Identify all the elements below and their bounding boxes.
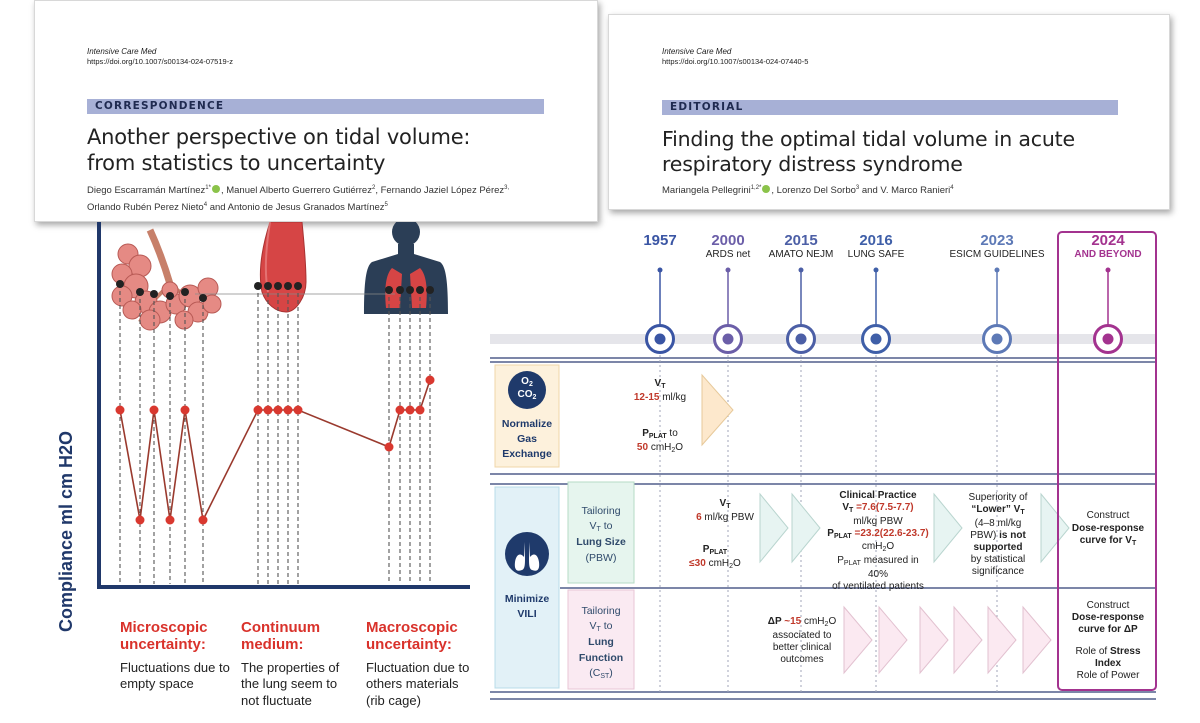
author-name: , Manuel Alberto Guerrero Gutiérrez bbox=[220, 185, 372, 197]
year-label-2023: ESICM GUIDELINES bbox=[949, 249, 1045, 260]
vili-box bbox=[495, 487, 559, 688]
year-2024: 2024 bbox=[1091, 232, 1125, 249]
author-affiliation: 3 bbox=[855, 185, 860, 191]
lung-function-line: ) bbox=[609, 666, 613, 679]
top-marker bbox=[396, 286, 404, 294]
dose-response-line: Dose-response bbox=[1071, 522, 1145, 534]
dashed-drop-lines bbox=[120, 284, 430, 584]
lung-function-line: Function bbox=[578, 651, 624, 664]
alveoli-illustration bbox=[112, 230, 221, 330]
author-name: and V. Marco Ranieri bbox=[859, 185, 951, 197]
pplat-subscript: PLAT bbox=[648, 433, 667, 440]
gas-label-line: Normalize bbox=[501, 418, 553, 430]
delta-p-value: ~15 bbox=[781, 616, 802, 627]
top-marker bbox=[294, 282, 302, 290]
dose-response-line: Construct bbox=[1086, 600, 1130, 611]
author-affiliation: 1* bbox=[205, 185, 211, 191]
gas-label-line: Exchange bbox=[502, 448, 552, 461]
vili-label-line: VILI bbox=[517, 608, 537, 621]
vt-subscript: T bbox=[849, 507, 854, 515]
pplat-value: 50 bbox=[636, 441, 649, 453]
superiority-line: is not bbox=[999, 529, 1026, 541]
year-label-2024: AND BEYOND bbox=[1074, 249, 1142, 260]
pplat-symbol: P bbox=[702, 544, 710, 555]
compliance-point bbox=[181, 406, 190, 415]
vili-label-line: Minimize bbox=[504, 593, 550, 605]
vt-subscript: T bbox=[1020, 509, 1025, 517]
lung-size-line: V bbox=[589, 520, 597, 533]
dose-response-dp-text bbox=[1064, 600, 1152, 637]
caption-heading: Macroscopic uncertainty: bbox=[366, 619, 458, 653]
year-2000: 2000 bbox=[711, 232, 745, 249]
compliance-point bbox=[385, 443, 394, 452]
compliance-point bbox=[274, 406, 283, 415]
caption-macroscopic bbox=[366, 620, 474, 709]
compliance-point bbox=[416, 406, 425, 415]
year-2016: 2016 bbox=[859, 232, 893, 249]
pplat-unit: cmH bbox=[648, 441, 672, 453]
caption-body: Fluctuations due to empty space bbox=[120, 659, 230, 692]
delta-p-unit-subscript: 2 bbox=[824, 621, 829, 628]
role-line: Index bbox=[1094, 658, 1122, 670]
compliance-point bbox=[136, 516, 145, 525]
top-marker bbox=[254, 282, 262, 290]
torso-illustration bbox=[364, 222, 448, 314]
compliance-point bbox=[264, 406, 273, 415]
lung-function-line: to bbox=[600, 620, 613, 633]
pplat-unit: cmH bbox=[861, 541, 883, 553]
superiority-line: PBW) bbox=[970, 529, 1000, 541]
paper-title bbox=[662, 127, 1075, 177]
author-affiliation: 1,2* bbox=[750, 185, 762, 191]
vili-label bbox=[495, 592, 559, 622]
caption-continuum bbox=[241, 620, 345, 709]
author-affiliation: 4 bbox=[203, 201, 208, 208]
section-label-correspondence: CORRESPONDENCE bbox=[87, 99, 544, 114]
delta-p-line: associated to bbox=[772, 629, 832, 641]
pplat-subscript: PLAT bbox=[833, 532, 852, 540]
superiority-line: (4–8 ml/kg bbox=[974, 517, 1022, 529]
pplat-unit: cmH bbox=[705, 557, 730, 569]
lung-size-line: Lung Size bbox=[576, 536, 626, 549]
lung-function-line: Lung bbox=[588, 636, 614, 649]
journal-name: Intensive Care Med bbox=[662, 47, 732, 56]
lung-illustration bbox=[260, 222, 306, 312]
compliance-point bbox=[150, 406, 159, 415]
caption-body: The properties of the lung seem to not fluctuate bbox=[241, 659, 340, 708]
role-text bbox=[1064, 646, 1152, 683]
measurement-text: of ventilated patients bbox=[832, 580, 924, 592]
compliance-points bbox=[116, 376, 435, 525]
author-affiliation: 4 bbox=[950, 185, 954, 191]
orcid-icon[interactable] bbox=[212, 185, 220, 193]
paper-header-editorial bbox=[608, 14, 1170, 210]
pplat-subscript: PLAT bbox=[843, 559, 861, 567]
dose-response-line: curve for ΔP bbox=[1078, 624, 1138, 636]
delta-p-unit: cmH bbox=[801, 616, 825, 627]
compliance-point bbox=[116, 406, 125, 415]
compliance-point bbox=[396, 406, 405, 415]
author-name: Mariangela Pellegrini bbox=[662, 185, 751, 197]
pplat-symbol: P bbox=[642, 428, 649, 439]
lung-size-pplat-text bbox=[670, 544, 760, 572]
compliance-point bbox=[254, 406, 263, 415]
gas-vt-text bbox=[610, 378, 710, 404]
co2-text: CO bbox=[517, 389, 533, 401]
timeline-node-1957[interactable] bbox=[645, 324, 675, 354]
author-name: Diego Escarramán Martínez bbox=[87, 185, 206, 197]
tidal-volume-timeline bbox=[490, 222, 1200, 723]
pplat-to: to bbox=[666, 428, 678, 439]
delta-p-unit: O bbox=[828, 616, 837, 627]
clinical-practice-text bbox=[826, 490, 930, 593]
measurement-text: measured in 40% bbox=[860, 554, 919, 580]
caption-heading: Continuum medium: bbox=[241, 619, 321, 653]
vt-subscript: T bbox=[661, 383, 666, 390]
lungs-icon bbox=[505, 532, 549, 576]
vt-subscript: T bbox=[1131, 540, 1137, 547]
year-label-2000: ARDS net bbox=[705, 249, 751, 260]
co2-subscript: 2 bbox=[532, 394, 537, 402]
dose-response-line: Dose-response bbox=[1071, 612, 1145, 624]
paper-title bbox=[87, 125, 470, 176]
vt-value: 12-15 bbox=[633, 391, 660, 403]
top-marker bbox=[274, 282, 282, 290]
vt-unit: ml/kg PBW bbox=[701, 511, 754, 523]
caption-body: Fluctuation due to others materials (rib cage) bbox=[366, 659, 470, 708]
clinical-practice-title: Clinical Practice bbox=[839, 490, 917, 501]
author-name: , Fernando Jaziel López Pérez bbox=[375, 185, 505, 197]
vt-value: =7.6(7.5-7.7) bbox=[853, 502, 914, 514]
superiority-line: “Lower” V bbox=[971, 504, 1021, 516]
author-name: , Lorenzo Del Sorbo bbox=[771, 185, 856, 197]
gas-label-line: Gas bbox=[517, 433, 537, 446]
vt-symbol: V bbox=[842, 502, 850, 514]
top-marker bbox=[150, 290, 158, 298]
top-marker bbox=[181, 288, 189, 296]
lung-size-line: (PBW) bbox=[585, 551, 617, 564]
pplat-symbol: P bbox=[837, 554, 844, 566]
top-marker bbox=[264, 282, 272, 290]
compliance-point bbox=[406, 406, 415, 415]
vt-subscript: T bbox=[726, 503, 731, 510]
caption-heading: Microscopic uncertainty: bbox=[120, 619, 208, 653]
delta-p-symbol: ΔP bbox=[767, 616, 782, 627]
delta-p-line: better clinical bbox=[772, 641, 832, 653]
vt-symbol: V bbox=[719, 498, 727, 509]
pplat-symbol: P bbox=[827, 527, 834, 539]
timeline-node-2024[interactable] bbox=[1093, 324, 1123, 354]
author-name: Orlando Rubén Perez Nieto bbox=[87, 201, 204, 213]
lung-size-vt-text bbox=[680, 498, 770, 524]
top-marker bbox=[284, 282, 292, 290]
pplat-unit-subscript: 2 bbox=[671, 446, 676, 454]
lung-function-label bbox=[568, 604, 634, 682]
compliance-point bbox=[426, 376, 435, 385]
delta-p-line: outcomes bbox=[780, 653, 824, 665]
doi-link[interactable]: https://doi.org/10.1007/s00134-024-07519-z bbox=[87, 57, 233, 66]
gas-exchange-label bbox=[495, 417, 559, 463]
o2-co2-label bbox=[507, 376, 547, 403]
pplat-unit-subscript: 2 bbox=[729, 562, 734, 570]
author-list bbox=[87, 183, 587, 217]
timeline-node-2015[interactable] bbox=[786, 324, 816, 354]
pplat-unit-subscript: 2 bbox=[882, 546, 887, 554]
top-marker bbox=[199, 294, 207, 302]
year-label-2016: LUNG SAFE bbox=[847, 249, 905, 260]
section-label-editorial: EDITORIAL bbox=[662, 100, 1118, 115]
pplat-value: ≤30 bbox=[689, 557, 706, 569]
top-marker bbox=[406, 286, 414, 294]
orcid-icon[interactable] bbox=[762, 185, 770, 193]
year-label-2015: AMATO NEJM bbox=[768, 249, 834, 260]
role-line: Role of Power bbox=[1076, 670, 1140, 682]
top-marker bbox=[116, 280, 124, 288]
author-affiliation: 2 bbox=[371, 185, 376, 191]
lung-function-subscript: T bbox=[596, 626, 601, 634]
role-line: Role of bbox=[1075, 646, 1110, 657]
compliance-curve bbox=[120, 380, 430, 520]
y-axis-label: Compliance ml cm H2O bbox=[56, 430, 76, 632]
top-marker bbox=[385, 286, 393, 294]
vt-value: 6 bbox=[696, 511, 702, 523]
pplat-unit: O bbox=[733, 557, 741, 569]
superiority-line: Superiority of bbox=[968, 492, 1028, 503]
lung-function-line: (C bbox=[589, 666, 601, 679]
pplat-unit: O bbox=[675, 441, 684, 453]
compliance-uncertainty-figure bbox=[0, 222, 480, 723]
pplat-subscript: PLAT bbox=[709, 549, 728, 556]
year-1957: 1957 bbox=[643, 232, 677, 249]
top-marker bbox=[426, 286, 434, 294]
role-line: Stress bbox=[1109, 646, 1141, 657]
o2-subscript: 2 bbox=[528, 381, 533, 388]
pplat-value: =23.2(22.6-23.7) bbox=[851, 527, 929, 539]
caption-microscopic bbox=[120, 620, 232, 693]
year-stems bbox=[658, 268, 1111, 327]
lung-function-line: V bbox=[589, 620, 597, 633]
lung-size-subscript: T bbox=[596, 526, 601, 534]
compliance-point bbox=[284, 406, 293, 415]
superiority-text bbox=[958, 492, 1038, 579]
lung-size-line: to bbox=[600, 520, 613, 533]
author-name: and Antonio de Jesus Granados Martínez bbox=[207, 201, 385, 213]
gas-pplat-text bbox=[610, 428, 710, 456]
timeline-node-2000[interactable] bbox=[713, 324, 743, 354]
year-2023: 2023 bbox=[980, 232, 1014, 249]
top-marker bbox=[416, 286, 424, 294]
paper-title-line-1: Another perspective on tidal volume: bbox=[87, 125, 471, 149]
superiority-line: significance bbox=[971, 566, 1025, 578]
compliance-point bbox=[294, 406, 303, 415]
author-affiliation: 5 bbox=[384, 201, 388, 208]
superiority-line: supported bbox=[973, 542, 1023, 554]
delta-p-text bbox=[752, 616, 852, 666]
compliance-point bbox=[166, 516, 175, 525]
dose-response-line: curve for V bbox=[1079, 535, 1132, 546]
year-2015: 2015 bbox=[784, 232, 818, 249]
dose-response-vt-text bbox=[1064, 510, 1152, 549]
vt-symbol: V bbox=[654, 378, 662, 389]
paper-title-line-2: respiratory distress syndrome bbox=[662, 152, 963, 176]
paper-title-line-2: from statistics to uncertainty bbox=[87, 150, 386, 175]
lung-function-subscript: ST bbox=[600, 672, 610, 680]
dose-response-line: Construct bbox=[1086, 510, 1130, 521]
lung-size-line: Tailoring bbox=[581, 505, 621, 517]
timeline-band bbox=[490, 334, 1156, 344]
vt-unit: ml/kg PBW bbox=[853, 515, 903, 527]
paper-title-line-1: Finding the optimal tidal volume in acute bbox=[662, 127, 1075, 151]
compliance-point bbox=[199, 516, 208, 525]
author-affiliation: 3, bbox=[504, 185, 510, 191]
author-list bbox=[662, 183, 1162, 200]
lung-size-label bbox=[568, 504, 634, 566]
o2-text: O bbox=[521, 376, 529, 387]
doi-link[interactable]: https://doi.org/10.1007/s00134-024-07440-5 bbox=[662, 57, 809, 66]
lung-function-line: Tailoring bbox=[581, 605, 621, 617]
pplat-unit: O bbox=[886, 541, 895, 553]
superiority-line: by statistical bbox=[970, 554, 1026, 566]
journal-name: Intensive Care Med bbox=[87, 47, 157, 56]
top-marker bbox=[136, 288, 144, 296]
paper-header-correspondence bbox=[34, 0, 598, 222]
timeline-node-2023[interactable] bbox=[982, 324, 1012, 354]
top-marker bbox=[166, 292, 174, 300]
vt-unit: ml/kg bbox=[659, 391, 687, 403]
timeline-node-2016[interactable] bbox=[861, 324, 891, 354]
